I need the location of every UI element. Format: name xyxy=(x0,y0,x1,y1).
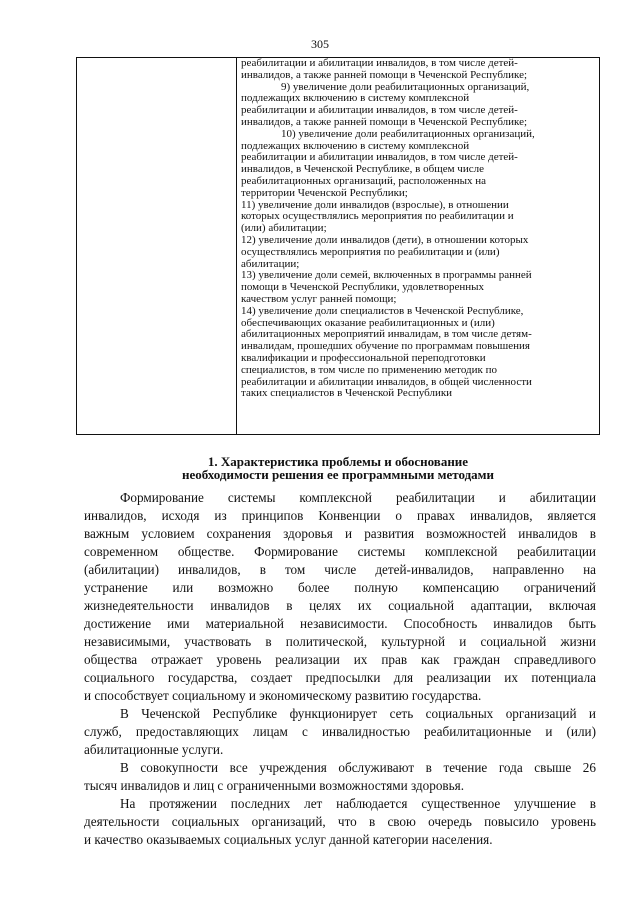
body-line: важным условием сохранения здоровья и развития возможностей инвалидов в xyxy=(84,526,596,541)
section-title xyxy=(76,455,600,481)
body-line: современном обществе. Формирование системы комплексной реабилитации xyxy=(84,544,596,559)
table-text-line: 10) увеличение доли реабилитационных организаций, xyxy=(281,127,535,140)
table-text-line: 11) увеличение доли инвалидов (взрослые), в отношении xyxy=(241,198,509,211)
table-text-line: 13) увеличение доли семей, включенных в программы ранней xyxy=(241,269,532,282)
table-text-line: территории Чеченской Республики; xyxy=(241,186,408,199)
table-text-line: 9) увеличение доли реабилитационных организаций, xyxy=(281,80,530,93)
table-text-line: 14) увеличение доли специалистов в Чеченской Республике, xyxy=(241,304,524,317)
section-title-line: 1. Характеристика проблемы и обоснование xyxy=(207,454,469,469)
table-text-line: инвалидов, а также ранней помощи в Чеченской Республике; xyxy=(241,115,528,128)
table-right-cell xyxy=(237,58,599,434)
table-text-line: реабилитации и абилитации инвалидов, в том числе детей- xyxy=(241,104,518,117)
body-line: В Чеченской Республике функционирует сеть социальных организаций и xyxy=(120,706,596,721)
body-line: и качество оказываемых социальных услуг данной категории населения. xyxy=(84,832,493,847)
body-line: социального государства, создает предпосылки для реализации их потенциала xyxy=(84,670,596,685)
body-line: тысяч инвалидов и лиц с ограниченными возможностями здоровья. xyxy=(84,778,465,793)
table-text-line: таких специалистов в Чеченской Республики xyxy=(241,387,453,400)
table-text-line: помощи в Чеченской Республики, удовлетворенных xyxy=(241,281,485,294)
table-text-line: обеспечивающих оказание реабилитационных и (или) xyxy=(241,316,495,329)
body-paragraph xyxy=(84,489,596,705)
body-line: служб, предоставляющих лицам с инвалидностью реабилитационные и (или) xyxy=(84,724,596,739)
body-line: независимыми, участвовать в политической, культурной и социальной жизни xyxy=(84,634,596,649)
body-line: устранение или возможно более полную компенсацию ограничений xyxy=(84,580,596,595)
body-line: деятельности социальных организаций, что в свою очередь повысило уровень xyxy=(84,814,596,829)
body-line: Формирование системы комплексной реабилитации и абилитации xyxy=(120,490,596,505)
body-paragraph xyxy=(84,795,596,849)
page-number: 305 xyxy=(311,37,329,51)
body-text xyxy=(84,489,596,849)
table-text-line: абилитации; xyxy=(241,257,300,270)
body-line: (абилитации) инвалидов, в том числе детей-инвалидов, направленно на xyxy=(84,562,596,577)
indicators-table xyxy=(76,57,600,435)
table-text-line: (или) абилитации; xyxy=(241,222,327,235)
table-text-line: абилитационных мероприятий инвалидам, в том числе детям- xyxy=(241,328,532,341)
body-line: абилитационные услуги. xyxy=(84,742,224,757)
table-text-line: подлежащих включению в систему комплексной xyxy=(241,139,470,152)
table-left-cell xyxy=(77,58,237,434)
body-paragraph xyxy=(84,759,596,795)
table-text-line: реабилитации и абилитации инвалидов, в том числе детей- xyxy=(241,151,518,164)
table-text-line: качеством услуг ранней помощи; xyxy=(241,292,397,305)
body-line: и способствует социальному и экономическому развитию государства. xyxy=(84,688,482,703)
table-text-line: подлежащих включению в систему комплексной xyxy=(241,92,470,105)
body-line: инвалидов, исходя из принципов Конвенции о правах инвалидов, является xyxy=(84,508,596,523)
table-text-line: реабилитационных организаций, расположенных на xyxy=(241,174,487,187)
body-line: В совокупности все учреждения обслуживают в течение года свыше 26 xyxy=(120,760,596,775)
table-text-line: инвалидам, прошедших обучение по программам повышения xyxy=(241,340,530,353)
table-text-line: 12) увеличение доли инвалидов (дети), в отношении которых xyxy=(241,233,529,246)
table-text-line: квалификации и профессиональной переподготовки xyxy=(241,351,486,364)
table-text-line: реабилитации и абилитации инвалидов, в том числе детей- xyxy=(241,58,518,69)
body-line: достижение ими материальной независимости. Способность инвалидов быть xyxy=(84,616,596,631)
body-line: жизнедеятельности инвалидов в целях их социальной адаптации, включая xyxy=(84,598,596,613)
table-text-line: которых осуществлялись мероприятия по реабилитации и xyxy=(241,210,514,223)
body-paragraph xyxy=(84,705,596,759)
body-line: общества отражает уровень реализации их прав как граждан справедливого xyxy=(84,652,596,667)
table-text-line: реабилитации и абилитации инвалидов, в общей численности xyxy=(241,375,532,388)
table-text-line: специалистов, в том числе по применению методик по xyxy=(241,363,497,376)
section-title-line: необходимости решения ее программными методами xyxy=(181,467,495,482)
body-line: На протяжении последних лет наблюдается существенное улучшение в xyxy=(120,796,596,811)
table-text-line: осуществлялись мероприятия по реабилитации и (или) xyxy=(241,245,500,258)
table-text-line: инвалидов, а также ранней помощи в Чеченской Республике; xyxy=(241,68,528,81)
table-text-line: инвалидов, в Чеченской Республике, в общем числе xyxy=(241,163,484,176)
